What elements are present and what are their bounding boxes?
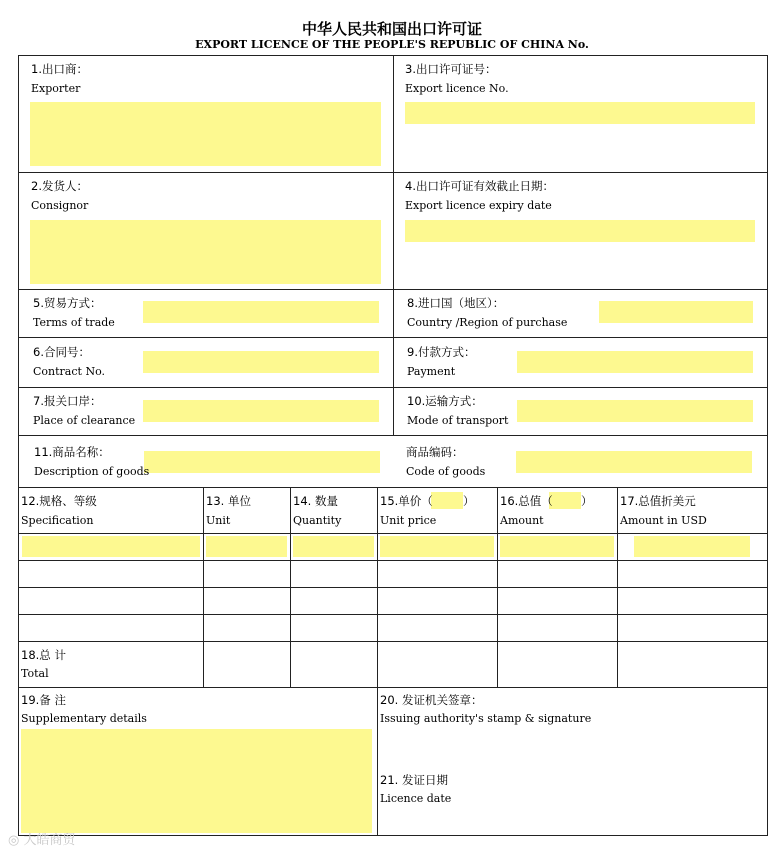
licence-date-label-en: Licence date <box>380 792 452 805</box>
consignor-input[interactable] <box>30 220 381 284</box>
supplementary-label-cn: 19.备 注 <box>21 693 66 707</box>
table-header-specification-en: Specification <box>21 514 94 527</box>
contract-no-label-en: Contract No. <box>33 365 105 378</box>
title-chinese: 中华人民共和国出口许可证 <box>301 20 482 38</box>
table-header-amount-close-paren: ） <box>581 494 593 508</box>
contract-no-label-cn: 6.合同号： <box>33 345 90 359</box>
table-header-amount-usd-cn: 17.总值折美元 <box>620 494 696 508</box>
table-header-quantity-en: Quantity <box>293 514 342 527</box>
specification-cell-input[interactable] <box>22 536 200 557</box>
payment-label-cn: 9.付款方式： <box>407 345 476 359</box>
table-header-amount-cn: 16.总值（ <box>500 494 553 508</box>
terms-of-trade-label-en: Terms of trade <box>33 316 115 329</box>
table-header-amount-usd-en: Amount in USD <box>620 514 707 527</box>
description-of-goods-label-en: Description of goods <box>34 465 150 478</box>
table-header-unit-price-cn: 15.单价（ <box>380 494 433 508</box>
description-of-goods-label-cn: 11.商品名称： <box>34 445 110 459</box>
export-licence-no-input[interactable] <box>405 102 755 124</box>
amount-currency-input[interactable] <box>549 492 581 509</box>
exporter-label-cn: 1.出口商： <box>31 62 88 76</box>
country-region-label-en: Country /Region of purchase <box>407 316 568 329</box>
issuing-authority-label-en: Issuing authority's stamp & signature <box>380 712 592 725</box>
consignor-label-en: Consignor <box>31 199 89 212</box>
place-of-clearance-label-cn: 7.报关口岸： <box>33 394 102 408</box>
code-of-goods-label-en: Code of goods <box>406 465 486 478</box>
terms-of-trade-label-cn: 5.贸易方式： <box>33 296 102 310</box>
payment-label-en: Payment <box>407 365 456 378</box>
title-english: EXPORT LICENCE OF THE PEOPLE'S REPUBLIC OF CHINA No. <box>195 38 589 51</box>
consignor-label-cn: 2.发货人： <box>31 179 88 193</box>
licence-no-label-en: Export licence No. <box>405 82 509 95</box>
unit-cell-input[interactable] <box>206 536 287 557</box>
table-header-quantity-cn: 14. 数量 <box>293 494 338 508</box>
expiry-date-input[interactable] <box>405 220 755 242</box>
watermark-logo <box>8 829 76 848</box>
description-of-goods-input[interactable] <box>144 451 380 473</box>
exporter-input[interactable] <box>30 102 381 166</box>
code-of-goods-input[interactable] <box>516 451 752 473</box>
table-header-amount-en: Amount <box>500 514 544 527</box>
payment-input[interactable] <box>517 351 753 373</box>
table-header-unit-en: Unit <box>206 514 231 527</box>
country-region-input[interactable] <box>599 301 753 323</box>
licence-date-label-cn: 21. 发证日期 <box>380 773 448 787</box>
mode-of-transport-label-en: Mode of transport <box>407 414 509 427</box>
unit-price-cell-input[interactable] <box>380 536 494 557</box>
table-header-unit-price-close-paren: ） <box>463 494 475 508</box>
place-of-clearance-input[interactable] <box>143 400 379 422</box>
place-of-clearance-label-en: Place of clearance <box>33 414 136 427</box>
expiry-date-label-en: Export licence expiry date <box>405 199 552 212</box>
watermark-text: 大皓商贸 <box>23 833 76 848</box>
watermark-icon: ◎ <box>8 833 20 848</box>
amount-usd-cell-input[interactable] <box>634 536 750 557</box>
total-label-cn: 18.总 计 <box>21 648 66 662</box>
terms-of-trade-input[interactable] <box>143 301 379 323</box>
supplementary-label-en: Supplementary details <box>21 712 147 725</box>
quantity-cell-input[interactable] <box>293 536 374 557</box>
unit-price-currency-input[interactable] <box>431 492 463 509</box>
mode-of-transport-label-cn: 10.运输方式： <box>407 394 483 408</box>
expiry-date-label-cn: 4.出口许可证有效截止日期： <box>405 179 554 193</box>
table-header-unit-cn: 13. 单位 <box>206 494 251 508</box>
table-header-specification-cn: 12.规格、等级 <box>21 494 97 508</box>
total-label-en: Total <box>21 667 49 680</box>
code-of-goods-label-cn: 商品编码： <box>406 445 464 459</box>
table-header-unit-price-en: Unit price <box>380 514 437 527</box>
licence-no-label-cn: 3.出口许可证号： <box>405 62 497 76</box>
supplementary-details-input[interactable] <box>21 729 372 833</box>
country-region-label-cn: 8.进口国（地区）： <box>407 296 505 310</box>
amount-cell-input[interactable] <box>500 536 614 557</box>
issuing-authority-label-cn: 20. 发证机关签章： <box>380 693 483 707</box>
exporter-label-en: Exporter <box>31 82 81 95</box>
mode-of-transport-input[interactable] <box>517 400 753 422</box>
contract-no-input[interactable] <box>143 351 379 373</box>
